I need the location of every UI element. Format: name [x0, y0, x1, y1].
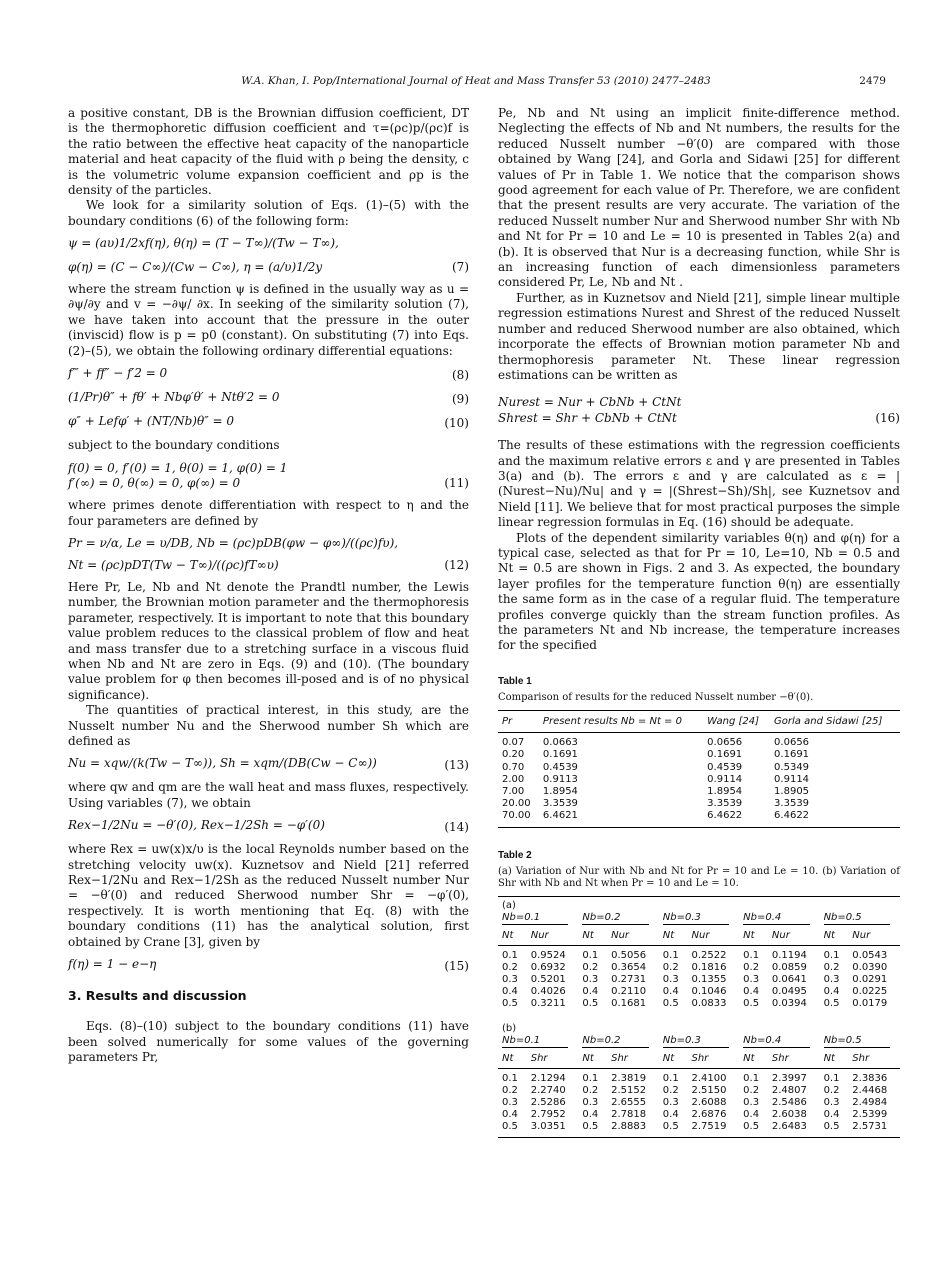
- table-1-label: [498, 676, 900, 688]
- table-cell: 0.1: [823, 949, 840, 961]
- table-cell: 2.00: [502, 773, 525, 785]
- group-header-label: Nb=0.1: [502, 912, 568, 925]
- table-cell: 0.3: [662, 973, 679, 985]
- paragraph: where the stream function ψ is defined in the usually way as u = ∂ψ/∂y and v = −∂ψ/ ∂x. In seeking of the similarity solution (7), we have taken into account that the pressure in the outer (inviscid) flow is p = p0 (constant). On substituting (7) into Eqs. (2)–(5), we obtain the following ordinary differential equations:: [68, 282, 469, 358]
- table-cell: 2.6088: [691, 1096, 727, 1108]
- table-cell: 0.2: [823, 961, 840, 973]
- table-cell: 0.3: [502, 1096, 518, 1108]
- table-cell: 7.00: [502, 786, 525, 798]
- table-cell: 0.4: [582, 985, 599, 997]
- group-header-row: [498, 1035, 900, 1051]
- table-cell: 0.2: [743, 961, 760, 973]
- group-header: [578, 912, 658, 928]
- equation-line: Nurest = Nur + CbNb + CtNt: [498, 395, 682, 410]
- paragraph: The quantities of practical interest, in this study, are the Nusselt number Nu and the Sherwood number Sh which are defined as: [68, 703, 469, 748]
- column-header: Shr: [527, 1051, 579, 1069]
- column-header-row: [498, 1051, 900, 1069]
- table-row: [498, 1121, 900, 1138]
- paragraph: Plots of the dependent similarity variables θ(η) and φ(η) for a typical case, selected as that for Pr = 10, Le=10, Nb = 0.5 and Nt = 0.5 are shown in Figs. 2 and 3. As expected, the boundary layer profiles for the temperature function θ(η) are essentially the same form as in the case of a regular fluid. The temperature profiles converge quickly than the stream function profiles. As the parameters Nt and Nb increase, the temperature increases for the specified: [498, 530, 900, 653]
- table-cell: 0.2: [662, 961, 679, 973]
- equation-number: (15): [444, 958, 469, 973]
- table-cell: 0.4: [823, 985, 840, 997]
- table-cell: 0.4: [662, 985, 679, 997]
- table-cell: 0.1: [502, 949, 518, 961]
- table-cell: 3.0351: [530, 1120, 566, 1132]
- column-header: Nt: [820, 928, 849, 946]
- table-cell: 0.5: [743, 1120, 760, 1132]
- table-cell: 0.1046: [691, 985, 727, 997]
- column-header: Shr: [688, 1051, 740, 1069]
- column-header: Nt: [498, 928, 527, 946]
- table-cell: 2.6876: [691, 1108, 727, 1120]
- table-cell: 2.3819: [611, 1072, 647, 1084]
- table-cell: 0.2: [743, 1084, 760, 1096]
- table-cell: 1.8905: [774, 786, 810, 798]
- table-cell: 0.5: [662, 1120, 679, 1132]
- table-2-caption: (a) Variation of Nur with Nb and Nt for Pr = 10 and Le = 10. (b) Variation of Shr with Nb and Nt when Pr = 10 and Le = 10.: [498, 865, 900, 889]
- equation-number: (9): [452, 391, 469, 406]
- table-cell: 0.6932: [530, 961, 566, 973]
- table-cell: 0.9114: [707, 773, 743, 785]
- table-cell: 0.0179: [852, 997, 888, 1009]
- table-cell: 0.5: [823, 997, 840, 1009]
- column-header: Nur: [527, 928, 579, 946]
- table-cell: 0.0656: [707, 737, 743, 749]
- table-cell: 0.2731: [611, 973, 647, 985]
- table-cell: 0.1691: [774, 749, 810, 761]
- table-cell: 0.1: [743, 949, 760, 961]
- table-cell: 0.5: [582, 997, 599, 1009]
- table-cell: 0.0291: [852, 973, 888, 985]
- group-header-label: Nb=0.3: [663, 912, 729, 925]
- table-cell: 6.4622: [774, 810, 810, 822]
- group-header: [739, 1035, 819, 1051]
- paragraph: a positive constant, DB is the Brownian diffusion coefficient, DT is the thermophoretic diffusion coefficient and τ=(ρc)p/(ρc)f is the ratio between the effective heat capacity of the nanoparticle material and heat capacity of the fluid with ρ being the density, c is the volumetric volume expansion coefficient and ρp is the density of the particles.: [68, 106, 469, 198]
- table-row: [498, 762, 900, 774]
- table-cell: 0.20: [502, 749, 525, 761]
- table-cell: 0.2522: [691, 949, 727, 961]
- group-header: [820, 912, 900, 928]
- table-cell: 2.5286: [530, 1096, 566, 1108]
- table-cell: 0.3: [582, 973, 599, 985]
- equation-line: Nt = (ρc)pDT(Tw − T∞)/((ρc)fT∞υ): [68, 557, 279, 572]
- column-header-row: [498, 928, 900, 946]
- table-cell: 2.4984: [852, 1096, 888, 1108]
- equation-number: (13): [444, 758, 469, 772]
- table-cell: 0.1: [743, 1072, 760, 1084]
- table-cell: 0.4026: [530, 985, 566, 997]
- column-header: Nt: [739, 928, 768, 946]
- table-cell: 0.5: [743, 997, 760, 1009]
- column-header: Nt: [578, 928, 607, 946]
- table-1-caption: Comparison of results for the reduced Nusselt number −θ′(0).: [498, 691, 814, 703]
- table-cell: 0.70: [502, 761, 525, 773]
- table-cell: 2.7952: [530, 1108, 566, 1120]
- equation-13: [68, 756, 469, 773]
- equation-number: (14): [444, 819, 469, 834]
- equation-number: (11): [444, 475, 469, 490]
- table-cell: 0.4: [823, 1108, 840, 1120]
- right-column: [498, 106, 900, 1138]
- group-header-label: Nb=0.3: [663, 1035, 729, 1048]
- table-cell: 0.1816: [691, 961, 727, 973]
- table-cell: 2.2740: [530, 1084, 566, 1096]
- group-header-label: Nb=0.5: [824, 912, 890, 925]
- table-cell: 0.2110: [611, 985, 647, 997]
- table-cell: 0.4539: [542, 761, 578, 773]
- table-cell: 2.3997: [771, 1072, 807, 1084]
- group-header-label: Nb=0.1: [502, 1035, 568, 1048]
- table-row: [498, 974, 900, 986]
- equation-11: [68, 461, 469, 492]
- equation-line: ψ = (aυ)1/2xf(η), θ(η) = (T − T∞)/(Tw − T∞),: [68, 236, 339, 251]
- table-cell: 0.5: [823, 1120, 840, 1132]
- paragraph: Eqs. (8)–(10) subject to the boundary conditions (11) have been solved numerically for some values of the governing parameters Pr,: [68, 1019, 469, 1065]
- table-header-row: [498, 710, 900, 732]
- paragraph: where qw and qm are the wall heat and mass fluxes, respectively. Using variables (7), we obtain: [68, 780, 469, 810]
- table-cell: 2.6038: [771, 1108, 807, 1120]
- table-row: [498, 945, 900, 962]
- table-row: [498, 798, 900, 810]
- paragraph: The results of these estimations with the regression coefficients and the maximum relative errors ε and γ are presented in Tables 3(a) and (b). The errors ε and γ are calculated as ε = |(Nurest−Nu)/Nu| and γ = |(Shrest−Sh)/Sh|, see Kuznetsov and Nield [11]. We believe that for most practical purposes the simple linear regression formulas in Eq. (16) should be adequate.: [498, 438, 900, 530]
- group-header: [739, 912, 819, 928]
- column-header: Nur: [688, 928, 740, 946]
- table-cell: 0.4: [743, 1108, 760, 1120]
- table-row: [498, 998, 900, 1014]
- table-cell: 0.1: [582, 949, 599, 961]
- table-cell: 0.2: [582, 1084, 599, 1096]
- equation-number: (12): [444, 557, 469, 572]
- table-cell: 3.3539: [774, 798, 810, 810]
- column-header: Nt: [498, 1051, 527, 1069]
- table-cell: 0.4: [662, 1108, 679, 1120]
- table-cell: 0.5056: [611, 949, 647, 961]
- table-cell: 0.1: [823, 1072, 840, 1084]
- table-cell: 0.0859: [771, 961, 807, 973]
- table-cell: 0.3211: [530, 997, 566, 1009]
- table-cell: 1.8954: [542, 786, 578, 798]
- equation-line: f(0) = 0, f′(0) = 1, θ(0) = 1, φ(0) = 1: [68, 460, 288, 475]
- table-cell: 0.5: [502, 997, 518, 1009]
- table-cell: 0.2: [502, 1084, 518, 1096]
- table-cell: 0.0641: [771, 973, 807, 985]
- group-header: [659, 912, 739, 928]
- group-header-row: [498, 912, 900, 928]
- paragraph: Pe, Nb and Nt using an implicit finite-difference method. Neglecting the effects of Nb and Nt numbers, the results for the reduced Nusselt number −θ′(0) are compared with those obtained by Wang [24], and Gorla and Sidawi [25] for different values of Pr in Table 1. We notice that the comparison shows good agreement for each value of Pr. Therefore, we are confident that the present results are very accurate. The variation of the reduced Nusselt number Nur and Sherwood number Shr with Nb and Nt for Pr = 10 and Le = 10 is presented in Tables 2(a) and (b). It is observed that Nur is a decreasing function, while Shr is an increasing function of each dimensionless parameters considered Pr, Le, Nb and Nt .: [498, 106, 900, 290]
- paragraph: We look for a similarity solution of Eqs. (1)–(5) with the boundary conditions (6) of the following form:: [68, 198, 469, 228]
- table-cell: 2.5150: [691, 1084, 727, 1096]
- table-cell: 0.3: [743, 973, 760, 985]
- table-cell: 0.3: [662, 1096, 679, 1108]
- paragraph: subject to the boundary conditions: [68, 438, 280, 453]
- table-cell: 0.5349: [774, 761, 810, 773]
- equation-9: [68, 390, 469, 407]
- table-cell: 0.3: [502, 973, 518, 985]
- equation-7: [68, 236, 469, 275]
- table-cell: 0.0833: [691, 997, 727, 1009]
- equation-line: Shrest = Shr + CbNb + CtNt: [498, 410, 677, 425]
- table-cell: 3.3539: [707, 798, 743, 810]
- table-cell: 0.9113: [542, 773, 578, 785]
- table-row: [498, 1109, 900, 1121]
- table-cell: 0.9524: [530, 949, 566, 961]
- equation-14: [68, 818, 469, 835]
- table-1-grid: [498, 710, 900, 828]
- table-cell: 0.4: [582, 1108, 599, 1120]
- table-row: [498, 733, 900, 750]
- table-cell: 0.1691: [542, 749, 578, 761]
- paragraph: where Rex = uw(x)x/υ is the local Reynolds number based on the stretching velocity uw(x). Kuznetsov and Nield [21] referred Rex−1/2Nu and Rex−1/2Sh as the reduced Nusselt number Nur = −θ′(0) and reduced Sherwood number Shr = −φ′(0), respectively. It is worth mentioning that Eq. (8) with the boundary conditions (11) has the analytical solution, first obtained by Crane [3], given by: [68, 842, 469, 949]
- paragraph: Further, as in Kuznetsov and Nield [21], simple linear multiple regression estimations Nurest and Shrest of the reduced Nusselt number and reduced Sherwood number are also obtained, which incorporate the effects of Brownian motion parameter Nb and thermophoresis parameter Nt. These linear regression estimations can be written as: [498, 290, 900, 382]
- equation-line: f‴ + ff″ − f′2 = 0: [68, 366, 168, 381]
- table-cell: 0.5201: [530, 973, 566, 985]
- table-cell: 0.1: [662, 949, 679, 961]
- table-cell: 0.3: [823, 1096, 840, 1108]
- group-header-label: Nb=0.4: [743, 1035, 809, 1048]
- equation-line: f′(∞) = 0, θ(∞) = 0, φ(∞) = 0: [68, 475, 241, 490]
- table-cell: 0.3: [823, 973, 840, 985]
- table-row: [498, 786, 900, 798]
- page-number: 2479: [859, 75, 886, 87]
- table-cell: 0.4: [502, 1108, 518, 1120]
- column-header: Nt: [739, 1051, 768, 1069]
- equation-number: (16): [875, 410, 900, 425]
- subtable-label: (a): [502, 899, 516, 911]
- table-row: [498, 1097, 900, 1109]
- table-row: [498, 962, 900, 974]
- table-cell: 2.7519: [691, 1120, 727, 1132]
- table-cell: 2.5731: [852, 1120, 888, 1132]
- table-cell: 0.1: [582, 1072, 599, 1084]
- table-cell: 0.5: [582, 1120, 599, 1132]
- table-cell: 0.3: [582, 1096, 599, 1108]
- group-header: [578, 1035, 658, 1051]
- table-row: [498, 774, 900, 786]
- column-header: Present results Nb = Nt = 0: [539, 710, 703, 732]
- table-cell: 1.8954: [707, 786, 743, 798]
- table-cell: 2.4100: [691, 1072, 727, 1084]
- table-cell: 0.2: [502, 961, 518, 973]
- table-cell: 0.2: [582, 961, 599, 973]
- group-header-label: Nb=0.2: [582, 1035, 648, 1048]
- table-cell: 0.0390: [852, 961, 888, 973]
- equation-line: f(η) = 1 − e−η: [68, 957, 157, 972]
- table-cell: 0.2: [662, 1084, 679, 1096]
- column-header: Nt: [820, 1051, 849, 1069]
- column-header: Nur: [768, 928, 820, 946]
- table-cell: 0.9114: [774, 773, 810, 785]
- table-label: Table 2: [498, 849, 532, 861]
- table-cell: 2.7818: [611, 1108, 647, 1120]
- left-column: [68, 106, 469, 1066]
- equation-number: (8): [452, 367, 469, 382]
- column-header: Nt: [659, 1051, 688, 1069]
- column-header: Wang [24]: [703, 710, 770, 732]
- equation-line: (1/Pr)θ″ + fθ′ + Nbφ′θ′ + Ntθ′2 = 0: [68, 390, 280, 405]
- equation-8: [68, 366, 469, 383]
- table-cell: 0.1: [662, 1072, 679, 1084]
- journal-citation: W.A. Khan, I. Pop/International Journal of Heat and Mass Transfer 53 (2010) 2477–2483: [241, 75, 711, 87]
- table-2a-grid: [498, 896, 900, 1014]
- table-2b-grid: [498, 1020, 900, 1138]
- group-header-label: Nb=0.2: [582, 912, 648, 925]
- table-cell: 0.1355: [691, 973, 727, 985]
- table-cell: 2.4807: [771, 1084, 807, 1096]
- table-cell: 0.3654: [611, 961, 647, 973]
- equation-line: Rex−1/2Nu = −θ′(0), Rex−1/2Sh = −φ′(0): [68, 818, 325, 833]
- equation-line: Pr = ν/α, Le = υ/DB, Nb = (ρc)pDB(φw − φ∞)/((ρc)fυ),: [68, 536, 399, 551]
- table-cell: 0.4: [743, 985, 760, 997]
- table-cell: 0.3: [743, 1096, 760, 1108]
- subtable-label: (b): [502, 1022, 517, 1034]
- paragraph: where primes denote differentiation with respect to η and the four parameters are defined by: [68, 498, 469, 528]
- column-header: Shr: [607, 1051, 659, 1069]
- table-cell: 0.0656: [774, 737, 810, 749]
- column-header: Pr: [498, 710, 539, 732]
- table-cell: 0.07: [502, 737, 525, 749]
- table-cell: 0.0543: [852, 949, 888, 961]
- table-cell: 6.4621: [542, 810, 578, 822]
- equation-line: φ″ + Lefφ′ + (NT/Nb)θ″ = 0: [68, 414, 235, 429]
- table-cell: 2.4468: [852, 1084, 888, 1096]
- paragraph: Here Pr, Le, Nb and Nt denote the Prandtl number, the Lewis number, the Brownian motion parameter and the thermophoresis parameter, respectively. It is important to note that this boundary value problem reduces to the classical problem of flow and heat and mass transfer due to a stretching surface in a viscous fluid when Nb and Nt are zero in Eqs. (9) and (10). (The boundary value problem for φ then becomes ill-posed and is of no physical significance).: [68, 579, 469, 702]
- column-header: Nur: [607, 928, 659, 946]
- table-1: [498, 676, 900, 828]
- group-header-label: Nb=0.5: [824, 1035, 890, 1048]
- equation-line: φ(η) = (C − C∞)/(Cw − C∞), η = (a/υ)1/2y: [68, 259, 323, 274]
- column-header: Shr: [848, 1051, 900, 1069]
- table-row: [498, 749, 900, 761]
- table-cell: 0.0663: [542, 737, 578, 749]
- group-header: [659, 1035, 739, 1051]
- table-cell: 70.00: [502, 810, 531, 822]
- table-cell: 0.4539: [707, 761, 743, 773]
- section-heading: 3. Results and discussion: [68, 988, 247, 1004]
- equation-10: [68, 414, 469, 431]
- equation-12: [68, 536, 469, 573]
- table-cell: 2.8883: [611, 1120, 647, 1132]
- column-header: Shr: [768, 1051, 820, 1069]
- table-row: [498, 1085, 900, 1097]
- equation-number: (10): [444, 415, 469, 430]
- table-cell: 2.5152: [611, 1084, 647, 1096]
- group-header: [820, 1035, 900, 1051]
- column-header: Gorla and Sidawi [25]: [770, 710, 900, 732]
- equation-line: Nu = xqw/(k(Tw − T∞)), Sh = xqm/(DB(Cw − C∞)): [68, 756, 377, 771]
- group-header: [498, 1035, 578, 1051]
- table-cell: 2.1294: [530, 1072, 566, 1084]
- table-cell: 2.3836: [852, 1072, 888, 1084]
- table-cell: 20.00: [502, 798, 531, 810]
- table-cell: 0.1: [502, 1072, 518, 1084]
- table-cell: 0.0495: [771, 985, 807, 997]
- table-2: [498, 850, 900, 1138]
- table-cell: 2.5399: [852, 1108, 888, 1120]
- subtable-label-row: [498, 1020, 900, 1035]
- table-cell: 0.1691: [707, 749, 743, 761]
- table-cell: 0.0225: [852, 985, 888, 997]
- table-cell: 0.1681: [611, 997, 647, 1009]
- equation-16: [498, 395, 900, 426]
- table-cell: 6.4622: [707, 810, 743, 822]
- subtable-label-row: [498, 896, 900, 912]
- table-cell: 0.5: [502, 1120, 518, 1132]
- equation-15: [68, 957, 469, 974]
- table-row: [498, 986, 900, 998]
- table-row: [498, 1068, 900, 1085]
- column-header: Nt: [578, 1051, 607, 1069]
- table-cell: 0.4: [502, 985, 518, 997]
- table-label: Table 1: [498, 675, 532, 687]
- column-header: Nt: [659, 928, 688, 946]
- column-header: Nur: [848, 928, 900, 946]
- table-cell: 2.5486: [771, 1096, 807, 1108]
- group-header-label: Nb=0.4: [743, 912, 809, 925]
- table-cell: 2.6483: [771, 1120, 807, 1132]
- table-cell: 3.3539: [542, 798, 578, 810]
- table-cell: 0.2: [823, 1084, 840, 1096]
- equation-number: (7): [452, 259, 469, 274]
- table-2-label: [498, 850, 900, 862]
- table-row: [498, 810, 900, 827]
- table-cell: 0.1194: [771, 949, 807, 961]
- table-cell: 0.5: [662, 997, 679, 1009]
- table-cell: 0.0394: [771, 997, 807, 1009]
- table-cell: 2.6555: [611, 1096, 647, 1108]
- group-header: [498, 912, 578, 928]
